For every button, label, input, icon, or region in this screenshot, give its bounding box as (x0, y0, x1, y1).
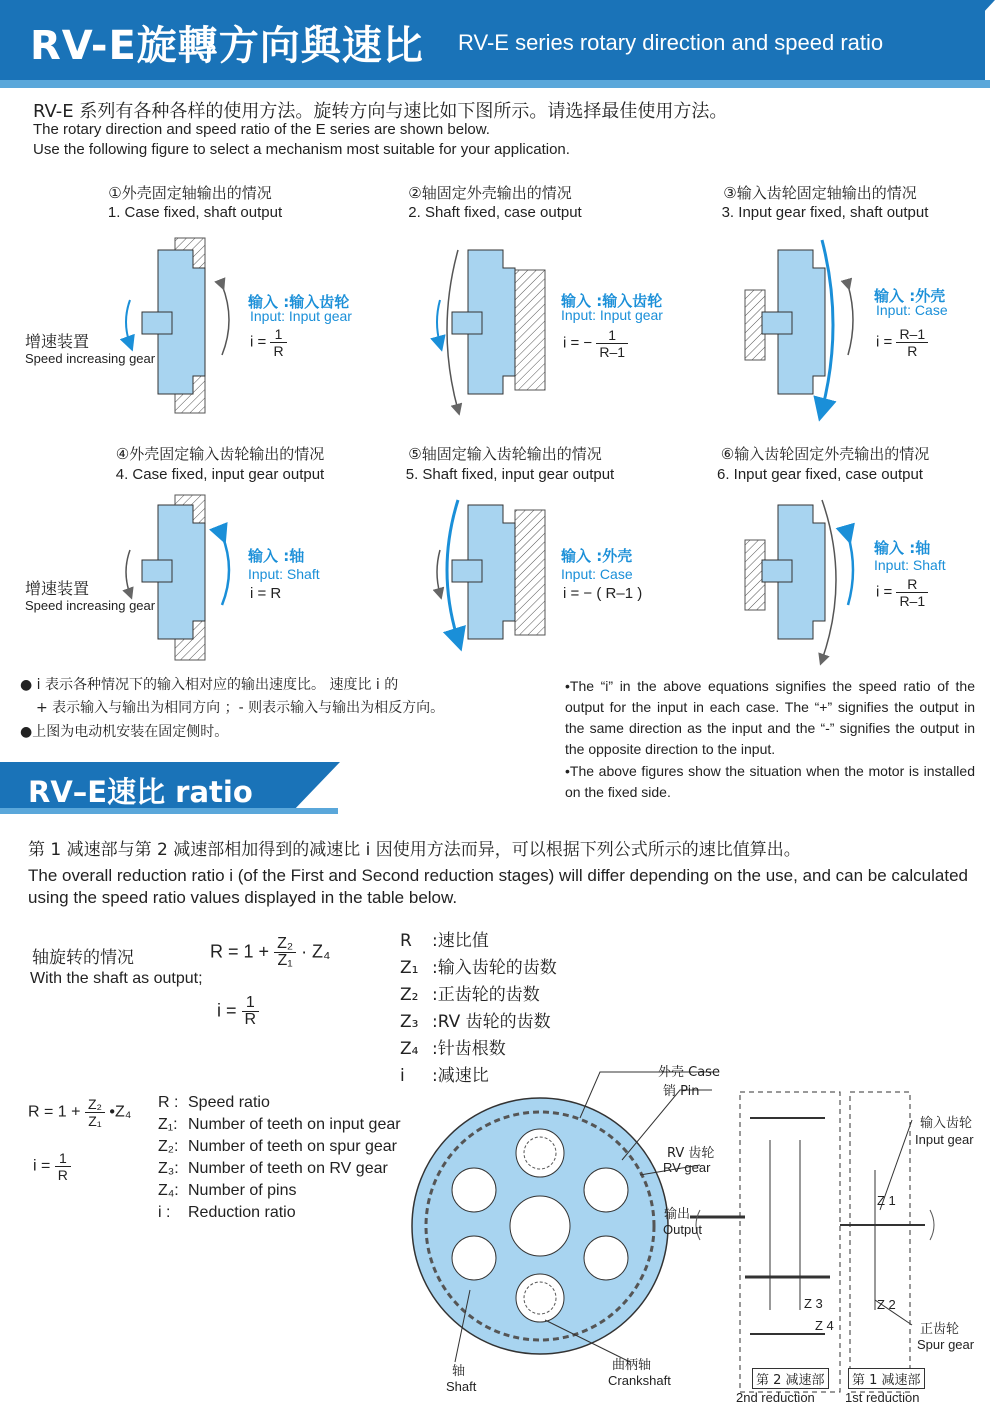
label-z3: Z 3 (804, 1296, 823, 1311)
legend-en-value: Number of pins (188, 1182, 297, 1199)
formula2-i-lhs: i = (33, 1157, 51, 1175)
legend-en-value: Number of teeth on spur gear (188, 1138, 398, 1155)
figure-2-i: i = − (563, 334, 593, 352)
callout-red1-en: 1st reduction (845, 1390, 920, 1405)
legend-en-row (158, 1204, 401, 1226)
label-z1: Z 1 (877, 1193, 896, 1208)
legend-zh-value: :RV 齿轮的齿数 (432, 1012, 551, 1032)
callout-case: 外壳 Case (658, 1065, 720, 1080)
figure-3-title-zh: ③输入齿轮固定轴输出的情况 (723, 184, 917, 202)
figure-4-title-zh: ④外壳固定输入齿轮输出的情况 (115, 445, 325, 463)
ratio-desc-zh: 第 1 减速部与第 2 减速部相加得到的减速比 i 因使用方法而异，可以根据下列公式所示的速比值算出。 (28, 840, 801, 860)
formula-r-main (210, 936, 330, 969)
intro-en-2: Use the following figure to select a mechanism most suitable for your application. (33, 141, 570, 158)
figure-2-formula (563, 327, 628, 360)
callout-pin: 销 Pin (663, 1084, 700, 1099)
speed-gear-en-2: Speed increasing gear (25, 598, 156, 613)
figure-2-input-zh: 输入 :输入齿轮 (561, 292, 663, 310)
figure-5-formula: i = − ( R–1 ) (563, 585, 643, 602)
callout-rvgear-en: RV gear (663, 1160, 711, 1175)
legend-en (158, 1094, 401, 1226)
rv-cross-section (412, 1098, 668, 1354)
speed-gear-en-1: Speed increasing gear (25, 351, 156, 366)
figure-3-drawing (745, 240, 853, 410)
legend-zh-row (400, 953, 557, 980)
figure-5-title-en: 5. Shaft fixed, input gear output (405, 466, 615, 483)
figure-1-title-en: 1. Case fixed, shaft output (107, 204, 283, 221)
label-z4: Z 4 (815, 1318, 834, 1333)
shaft-case-en: With the shaft as output; (30, 970, 203, 987)
figure-6-i: i = (876, 583, 893, 601)
figure-3-input-zh: 输入 :外壳 (874, 287, 946, 305)
speed-gear-zh-1: 增速装置 (25, 332, 90, 351)
page-title: RV-E旋轉方向與速比 (30, 23, 424, 69)
legend-en-value: Reduction ratio (188, 1204, 296, 1221)
formula2-r-lhs: R = 1 + (28, 1103, 81, 1121)
callout-input-zh: 输入齿轮 (920, 1116, 973, 1131)
figure-5-title-zh: ⑤轴固定输入齿轮输出的情况 (408, 445, 602, 463)
legend-en-value: Number of teeth on input gear (188, 1116, 401, 1133)
figure-5-input-zh: 输入 :外壳 (561, 547, 633, 565)
figure-4-title-en: 4. Case fixed, input gear output (115, 466, 325, 483)
legend-zh-key: Z₄ (400, 1039, 419, 1059)
figure-6-title-zh: ⑥输入齿轮固定外壳输出的情况 (720, 445, 930, 463)
figure-6-drawing (745, 500, 853, 660)
figure-6-input-zh: 输入 :轴 (874, 539, 931, 557)
rv-side-diagram (690, 1092, 934, 1392)
legend-zh-key: Z₁ (400, 958, 419, 978)
figure-4-input-zh: 输入 :轴 (248, 547, 305, 565)
note-zh-1: ● i 表示各种情况下的输入相对应的输出速度比。 速度比 i 的 (20, 677, 399, 693)
note-zh-2: + 表示输入与输出为相同方向 ；- 则表示输入与输出为相反方向。 (36, 700, 445, 716)
callout-shaft-zh: 轴 (452, 1364, 466, 1379)
figure-4-formula: i = R (250, 585, 282, 602)
figure-1-formula (250, 326, 287, 359)
legend-zh-row (400, 980, 557, 1007)
figure-6-formula (876, 576, 928, 609)
figure-2-drawing (437, 250, 545, 410)
legend-en-key: Z₃: (158, 1160, 179, 1177)
figure-1-title-zh: ①外壳固定轴输出的情况 (108, 184, 272, 202)
legend-zh-value: :速比值 (432, 931, 489, 951)
note-zh-3: ●上图为电动机安装在固定侧时。 (20, 724, 229, 740)
formula2-z2: Z₂ (85, 1096, 105, 1113)
figure-1-num: 1 (270, 326, 286, 343)
legend-en-key: Z₂: (158, 1138, 179, 1155)
callout-input-en: Input gear (915, 1132, 974, 1147)
legend-zh-row (400, 1007, 557, 1034)
legend-en-key: R : (158, 1094, 179, 1111)
legend-zh-key: R (400, 931, 412, 951)
legend-zh-value: :输入齿轮的齿数 (432, 958, 557, 978)
figure-1-input-en: Input: Input gear (250, 308, 352, 324)
formula-i-main (217, 995, 259, 1028)
ratio-title: RV–E速比 ratio (28, 775, 253, 809)
callout-spur-en: Spur gear (917, 1337, 975, 1352)
callout-red2-en: 2nd reduction (736, 1390, 815, 1405)
figure-4-drawing (126, 495, 229, 660)
ratio-desc-en: The overall reduction ratio i (of the First and Second reduction stages) will differ depending on the use, and can be calculated using the speed ratio values displayed in the table below. (28, 866, 968, 907)
legend-zh-row (400, 926, 557, 953)
figure-3-i: i = (876, 333, 893, 351)
page-subtitle: RV-E series rotary direction and speed ratio (458, 30, 884, 55)
legend-en-row (158, 1138, 401, 1160)
legend-zh (400, 926, 557, 1088)
figure-6-title-en: 6. Input gear fixed, case output (717, 466, 923, 483)
formula-z2: Z₂ (274, 936, 296, 953)
intro-en-1: The rotary direction and speed ratio of the E series are shown below. (33, 121, 490, 138)
legend-en-row (158, 1116, 401, 1138)
legend-en-row (158, 1094, 401, 1116)
formula2-z1: Z₁ (88, 1113, 102, 1129)
formula-z4: · Z₄ (301, 941, 331, 962)
figure-5-input-en: Input: Case (561, 566, 633, 582)
label-z2: Z 2 (877, 1297, 896, 1312)
formula-r-lhs: R = 1 + (210, 941, 270, 962)
legend-en-value: Speed ratio (188, 1094, 270, 1111)
legend-zh-key: i (400, 1066, 405, 1086)
note-en-1: •The “i” in the above equations signifies the speed ratio of the output for the input in each case. The “+” signifies the output in the same direction as the input and the “-” signifies the output in the opposite direction to the input. (565, 678, 975, 757)
figure-3-input-en: Input: Case (876, 302, 948, 318)
callout-shaft-en: Shaft (446, 1379, 477, 1394)
legend-zh-value: :针齿根数 (432, 1039, 506, 1059)
legend-zh-key: Z₃ (400, 1012, 419, 1032)
callout-spur-zh: 正齿轮 (920, 1322, 960, 1337)
formula2-z4: •Z₄ (109, 1103, 132, 1121)
legend-zh-row (400, 1034, 557, 1061)
callout-red1-zh: 第 1 减速部 (848, 1368, 925, 1389)
callout-output-zh: 输出 (664, 1207, 691, 1222)
figure-1-den: R (273, 343, 284, 359)
callout-red2-zh: 第 2 减速部 (752, 1368, 829, 1389)
formula2-r (28, 1096, 131, 1129)
shaft-case-zh: 轴旋转的情况 (32, 948, 134, 968)
legend-zh-key: Z₂ (400, 985, 419, 1005)
legend-en-row (158, 1182, 401, 1204)
legend-en-row (158, 1160, 401, 1182)
figure-1-input-zh: 输入 :输入齿轮 (248, 293, 350, 311)
formula-z1: Z₁ (277, 952, 293, 969)
figure-4-input-en: Input: Shaft (248, 566, 320, 582)
formula-i-den: R (244, 1011, 257, 1028)
figure-2-title-zh: ②轴固定外壳输出的情况 (408, 184, 572, 202)
callout-crank-en: Crankshaft (608, 1373, 671, 1388)
legend-zh-value: :减速比 (432, 1066, 489, 1086)
speed-gear-zh-2: 增速装置 (25, 579, 90, 598)
legend-en-key: Z₁: (158, 1116, 178, 1133)
figure-2-num: 1 (596, 327, 628, 344)
figure-6-num: R (896, 576, 928, 593)
figure-5-drawing (437, 500, 545, 640)
intro-zh: RV-E 系列有各种各样的使用方法。旋转方向与速比如下图所示。请选择最佳使用方法。 (33, 101, 728, 122)
figure-6-den: R–1 (899, 593, 926, 609)
legend-en-key: Z₄: (158, 1182, 179, 1199)
figure-3-den: R (907, 343, 918, 359)
figure-1-i: i = (250, 333, 267, 351)
formula2-i-den: R (57, 1167, 68, 1183)
figure-3-num: R–1 (896, 326, 928, 343)
callout-output-en: Output (663, 1222, 703, 1237)
legend-zh-value: :正齿轮的齿数 (432, 985, 540, 1005)
figure-6-input-en: Input: Shaft (874, 557, 946, 573)
figure-2-input-en: Input: Input gear (561, 307, 663, 323)
figure-2-title-en: 2. Shaft fixed, case output (408, 204, 582, 221)
ratio-banner-edge (292, 762, 340, 812)
note-en-2: •The above figures show the situation when the motor is installed on the fixed side. (565, 763, 975, 800)
formula-i-lhs: i = (217, 1000, 237, 1021)
figure-1-drawing (126, 238, 229, 413)
callout-rvgear-zh: RV 齿轮 (667, 1146, 715, 1161)
formula-i-num: 1 (242, 995, 260, 1012)
formula2-i (33, 1150, 71, 1183)
figure-3-formula (876, 326, 928, 359)
figure-2-den: R–1 (599, 344, 626, 360)
legend-zh-row (400, 1061, 557, 1088)
legend-en-value: Number of teeth on RV gear (188, 1160, 388, 1177)
formula2-i-num: 1 (55, 1150, 71, 1167)
legend-en-key: i : (158, 1204, 171, 1221)
figure-3-title-en: 3. Input gear fixed, shaft output (721, 204, 929, 221)
callout-crank-zh: 曲柄轴 (612, 1358, 652, 1373)
